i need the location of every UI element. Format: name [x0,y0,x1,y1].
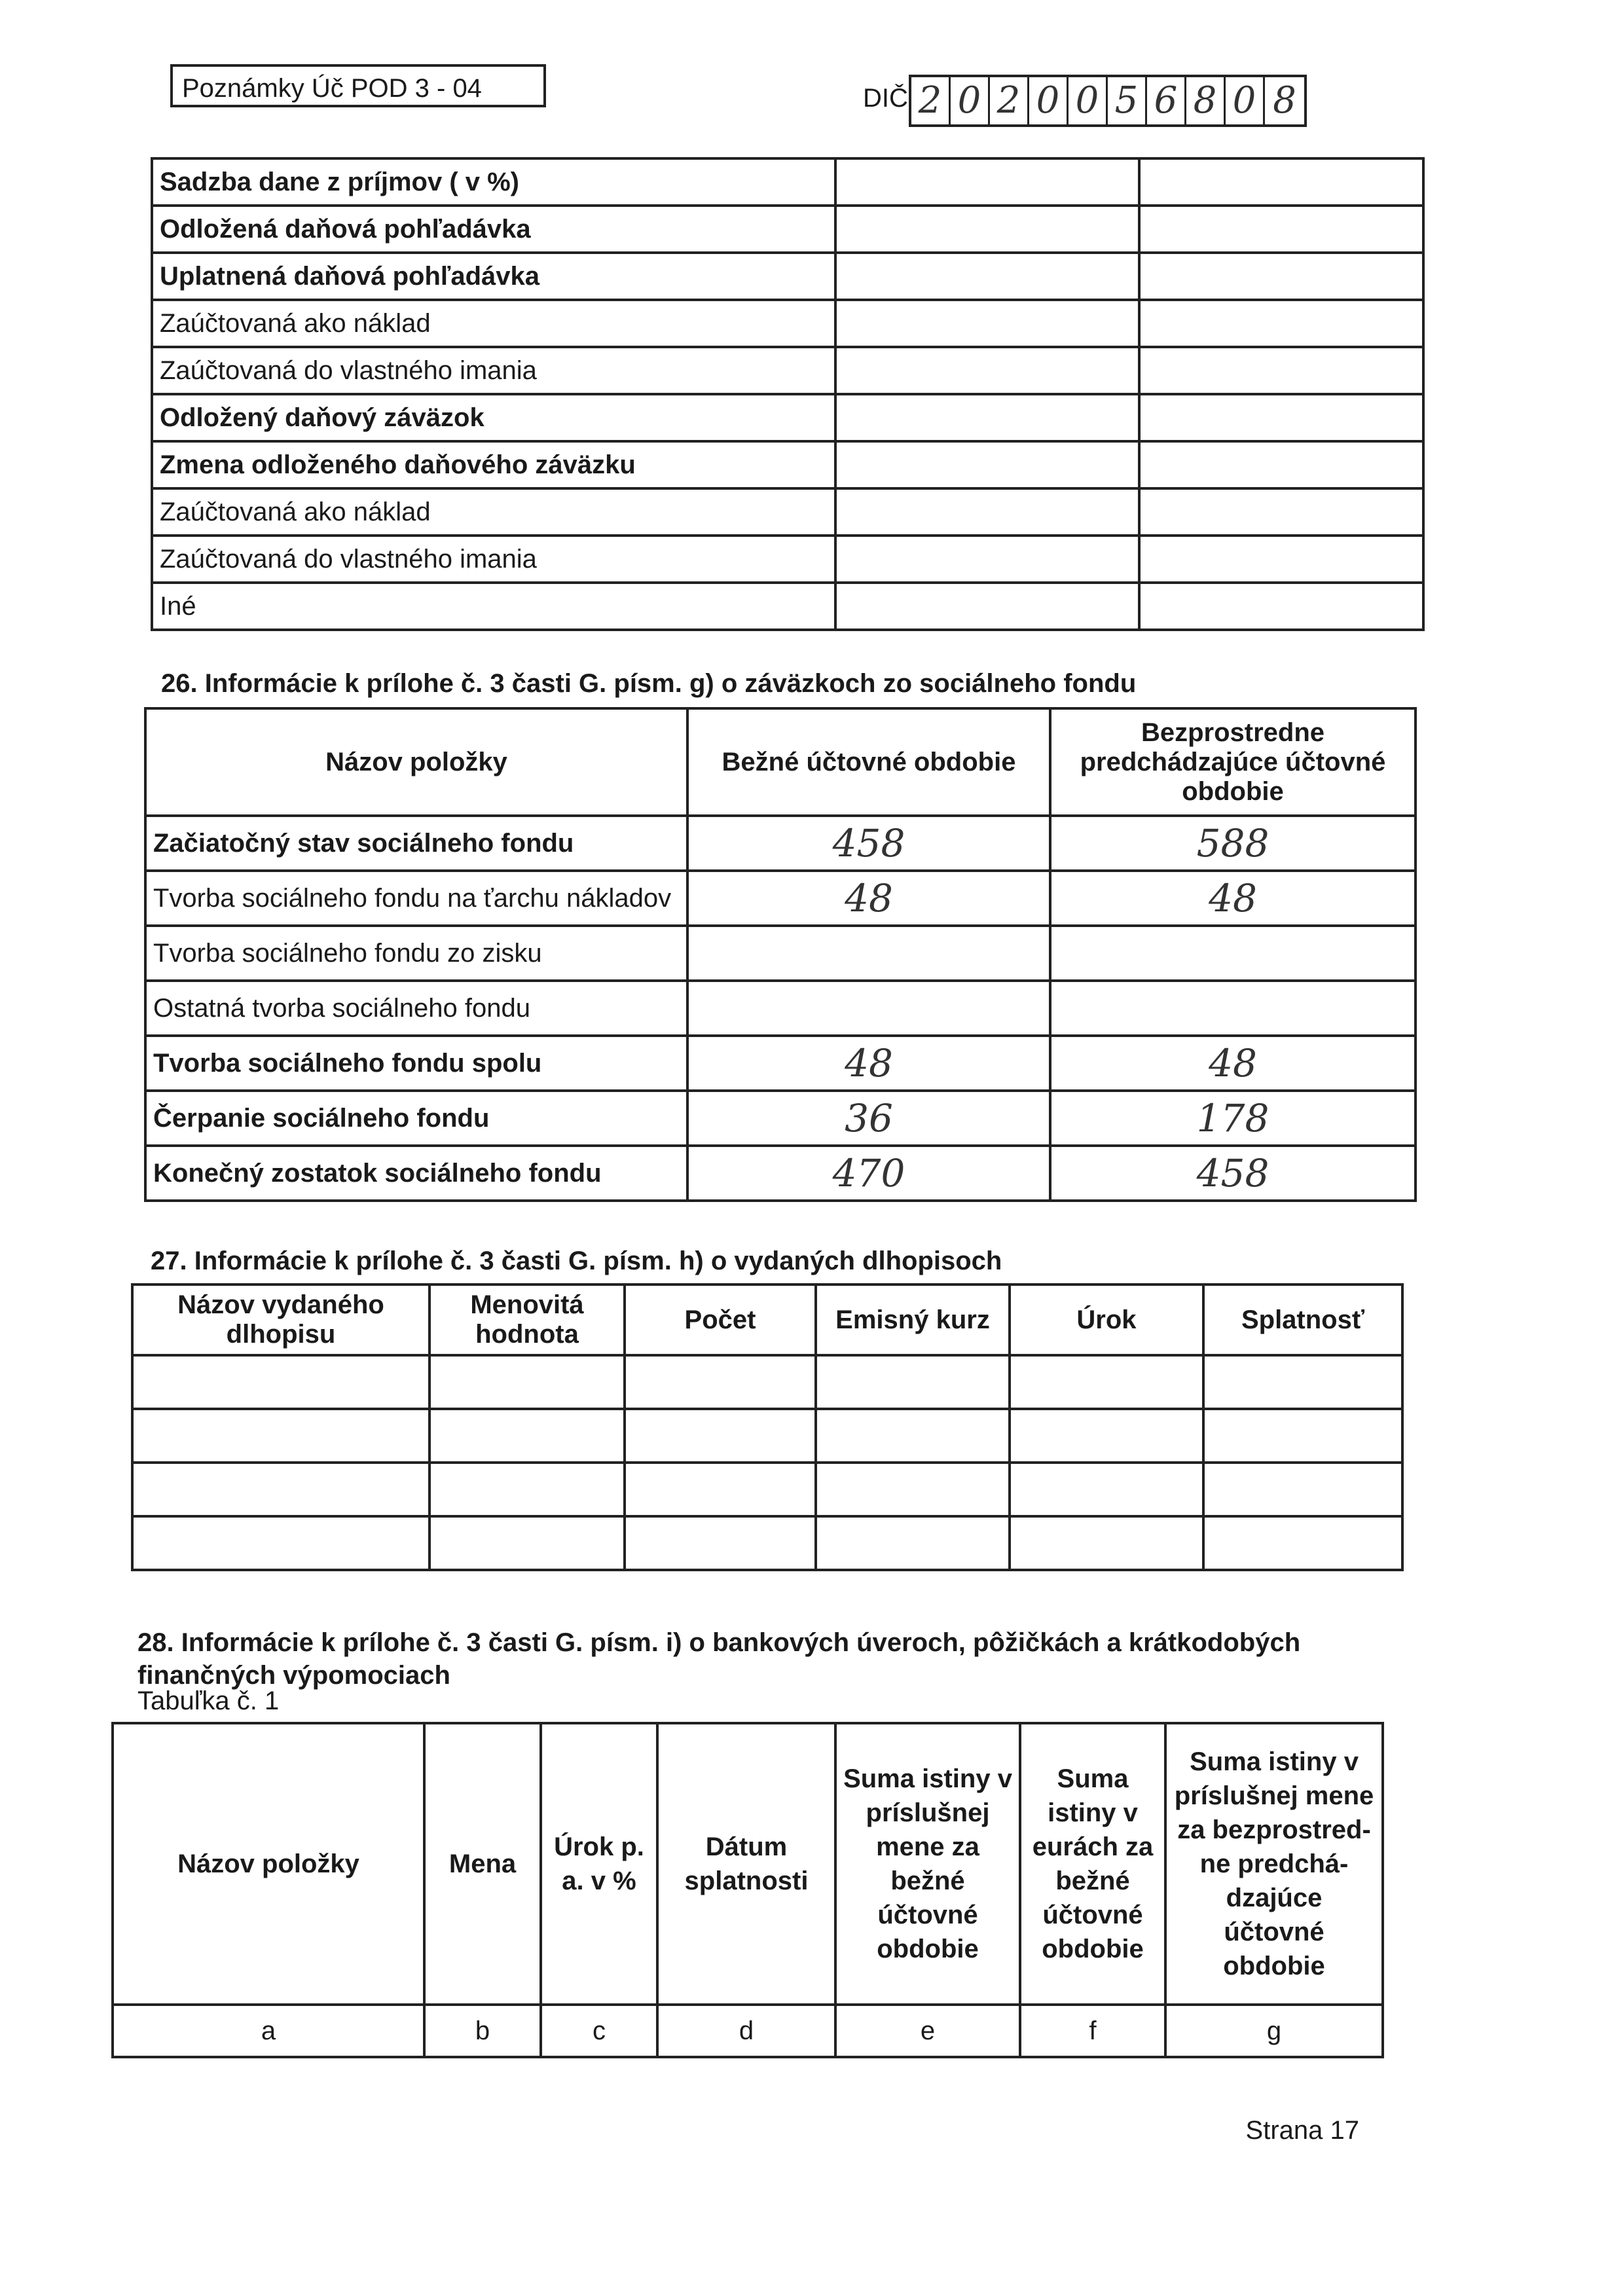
dic-digit: 2 [911,77,951,124]
empty-cell [1203,1463,1402,1516]
empty-cell [1010,1463,1203,1516]
empty-cell [429,1516,625,1570]
dic-digit: 0 [951,77,990,124]
value-cell [835,488,1139,536]
table-row [152,206,1423,253]
row-label: Uplatnená daňová pohľadávka [152,253,835,300]
dic-digit: 5 [1108,77,1147,124]
table-row [152,300,1423,347]
row-label: Začiatočný stav sociálneho fondu [145,816,687,871]
column-letter: f [1020,2005,1165,2057]
previous-period-value [1050,926,1416,981]
empty-cell [132,1516,429,1570]
table-row [145,1091,1416,1146]
header-previous-period: Bezprostredne predchádzajúce účtovné obdobie [1050,708,1416,816]
value-cell [1139,253,1423,300]
previous-period-value: 48 [1050,1036,1416,1091]
value-cell [835,583,1139,630]
empty-cell [1203,1409,1402,1463]
dic-digit: 2 [990,77,1029,124]
column-header: Počet [625,1285,816,1355]
table-row [132,1409,1402,1463]
empty-cell [132,1463,429,1516]
current-period-value: 48 [687,1036,1050,1091]
table-row [152,253,1423,300]
column-header: Úrok [1010,1285,1203,1355]
empty-cell [625,1409,816,1463]
empty-cell [429,1355,625,1409]
table-row [152,536,1423,583]
value-cell [835,300,1139,347]
value-cell [835,441,1139,488]
value-cell [1139,206,1423,253]
column-header: Suma istiny v eurách za bežné účtovné obdobie [1020,1723,1165,2005]
table-row [145,981,1416,1036]
column-header: Menovitá hodnota [429,1285,625,1355]
value-cell [1139,158,1423,206]
table-row [145,1036,1416,1091]
column-header: Splatnosť [1203,1285,1402,1355]
row-label: Čerpanie sociálneho fondu [145,1091,687,1146]
column-letter: b [424,2005,541,2057]
bonds-table [131,1283,1404,1571]
row-label: Iné [152,583,835,630]
previous-period-value: 588 [1050,816,1416,871]
dic-digit: 0 [1069,77,1108,124]
empty-cell [816,1355,1010,1409]
value-cell [1139,536,1423,583]
column-letter: a [113,2005,424,2057]
section28-title: 28. Informácie k prílohe č. 3 časti G. písm. i) o bankových úveroch, pôžičkách a krátkodobých finančných výpomociach [137,1628,1301,1690]
page-number: Strana 17 [1245,2116,1359,2145]
table-row [132,1463,1402,1516]
value-cell [835,158,1139,206]
dic-boxes [909,75,1307,127]
dic-digit: 8 [1186,77,1226,124]
value-cell [1139,394,1423,441]
column-header: Názov položky [113,1723,424,2005]
table-row [132,1355,1402,1409]
empty-cell [1010,1409,1203,1463]
value-cell [1139,488,1423,536]
table-row [152,347,1423,394]
empty-cell [816,1463,1010,1516]
table-row [145,871,1416,926]
dic-digit: 0 [1226,77,1265,124]
previous-period-value: 178 [1050,1091,1416,1146]
value-cell [835,253,1139,300]
row-label: Zaúčtovaná ako náklad [152,300,835,347]
row-label: Tvorba sociálneho fondu spolu [145,1036,687,1091]
value-cell [835,206,1139,253]
table-row [152,488,1423,536]
header-item-name: Názov položky [145,708,687,816]
current-period-value: 36 [687,1091,1050,1146]
empty-cell [816,1409,1010,1463]
row-label: Konečný zostatok sociálneho fondu [145,1146,687,1201]
tax-table [151,157,1425,631]
section26-title: 26. Informácie k prílohe č. 3 časti G. písm. g) o záväzkoch zo sociálneho fondu [161,669,1137,698]
current-period-value [687,981,1050,1036]
table-row [152,158,1423,206]
previous-period-value: 458 [1050,1146,1416,1201]
column-header: Úrok p. a. v % [541,1723,657,2005]
dic-digit: 0 [1029,77,1069,124]
column-header: Názov vydaného dlhopisu [132,1285,429,1355]
row-label: Tvorba sociálneho fondu zo zisku [145,926,687,981]
empty-cell [625,1463,816,1516]
value-cell [1139,347,1423,394]
column-header: Suma istiny v príslušnej mene za bezprostred-ne predchá-dzajúce účtovné obdobie [1165,1723,1383,2005]
empty-cell [816,1516,1010,1570]
empty-cell [429,1463,625,1516]
empty-cell [1010,1355,1203,1409]
value-cell [1139,583,1423,630]
column-header: Mena [424,1723,541,2005]
value-cell [835,347,1139,394]
current-period-value [687,926,1050,981]
empty-cell [1203,1516,1402,1570]
value-cell [1139,441,1423,488]
current-period-value: 470 [687,1146,1050,1201]
table-row [145,1146,1416,1201]
row-label: Tvorba sociálneho fondu na ťarchu nákladov [145,871,687,926]
current-period-value: 48 [687,871,1050,926]
empty-cell [429,1409,625,1463]
row-label: Ostatná tvorba sociálneho fondu [145,981,687,1036]
table-row [152,583,1423,630]
empty-cell [1010,1516,1203,1570]
table-row [132,1516,1402,1570]
previous-period-value [1050,981,1416,1036]
row-label: Zaúčtovaná ako náklad [152,488,835,536]
form-label: Poznámky Úč POD 3 - 04 [170,64,546,107]
row-label: Odložený daňový záväzok [152,394,835,441]
empty-cell [625,1355,816,1409]
row-label: Zaúčtovaná do vlastného imania [152,347,835,394]
column-letter: e [835,2005,1020,2057]
empty-cell [1203,1355,1402,1409]
column-letter: c [541,2005,657,2057]
header-current-period: Bežné účtovné obdobie [687,708,1050,816]
table-label: Tabuľka č. 1 [137,1686,280,1715]
column-header: Dátum splatnosti [657,1723,835,2005]
column-header: Suma istiny v príslušnej mene za bežné účtovné obdobie [835,1723,1020,2005]
table-row [152,441,1423,488]
column-letter: d [657,2005,835,2057]
table-row [145,926,1416,981]
section27-title: 27. Informácie k prílohe č. 3 časti G. písm. h) o vydaných dlhopisoch [151,1247,1002,1275]
empty-cell [625,1516,816,1570]
row-label: Zmena odloženého daňového záväzku [152,441,835,488]
dic-digit: 8 [1273,79,1296,122]
table-row [152,394,1423,441]
row-label: Zaúčtovaná do vlastného imania [152,536,835,583]
column-letter: g [1165,2005,1383,2057]
dic-label: DIČ [863,84,908,113]
row-label: Sadzba dane z príjmov ( v %) [152,158,835,206]
social-fund-table [144,707,1417,1202]
value-cell [1139,300,1423,347]
table-row [145,816,1416,871]
dic-digit: 6 [1147,77,1186,124]
current-period-value: 458 [687,816,1050,871]
empty-cell [132,1355,429,1409]
row-label: Odložená daňová pohľadávka [152,206,835,253]
loans-table [111,1722,1384,2058]
value-cell [835,536,1139,583]
column-header: Emisný kurz [816,1285,1010,1355]
previous-period-value: 48 [1050,871,1416,926]
empty-cell [132,1409,429,1463]
value-cell [835,394,1139,441]
